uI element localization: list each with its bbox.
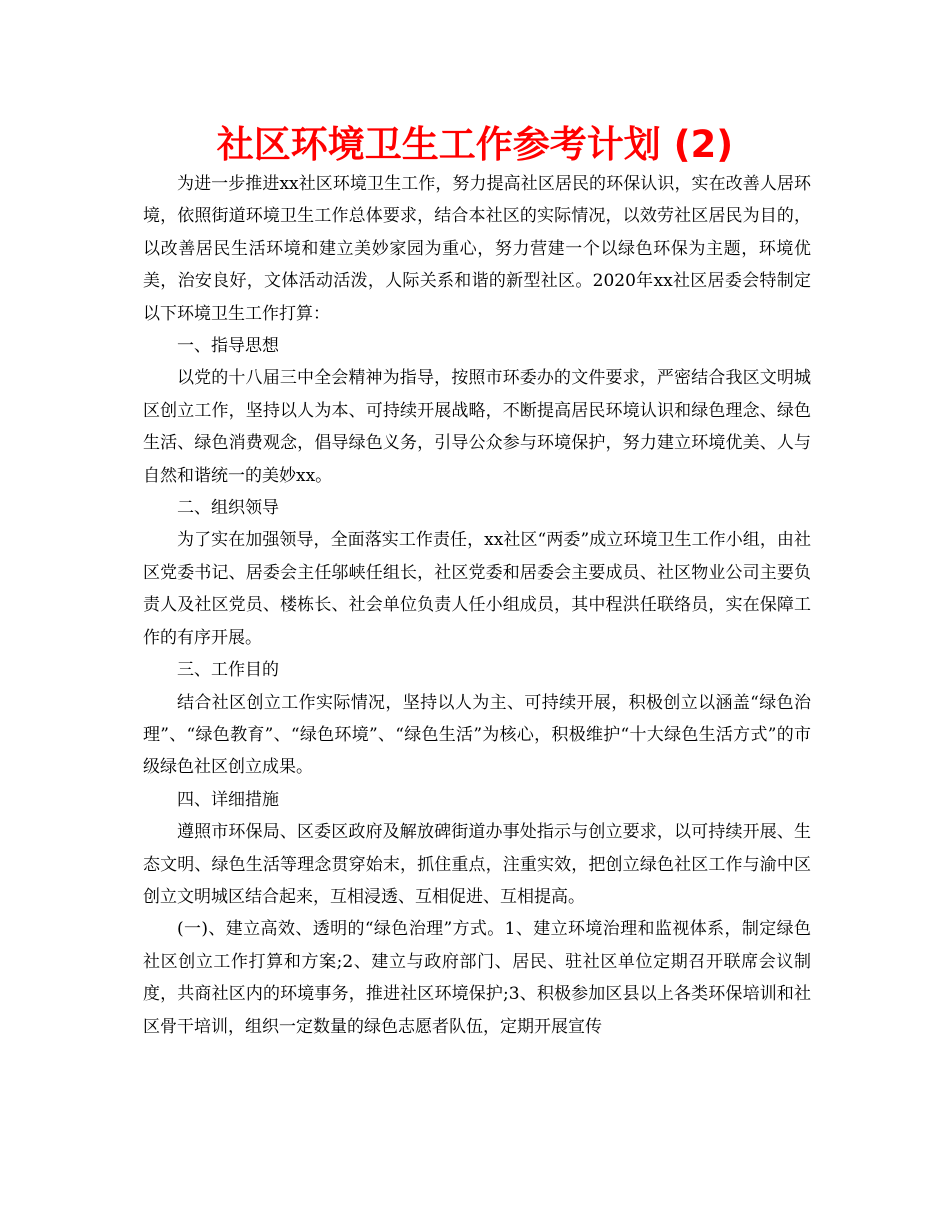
- section-heading-work-goals: 三、工作目的: [177, 660, 279, 681]
- section-heading-guiding-ideology: 一、指导思想: [177, 336, 279, 357]
- section-heading-measures: 四、详细措施: [177, 789, 279, 810]
- paragraph-organization: 为了实在加强领导，全面落实工作责任，xx社区“两委”成立环境卫生工作小组，由社区党委书记、居委会主任邬峡任组长，社区党委和居委会主要成员、社区物业公司主要负责人及社区党员、楼栋长、社会单位负责人任小组成员，其中程洪任联络员，实在保障工作的有序开展。: [143, 530, 811, 648]
- document-title: 社区环境卫生工作参考计划 (2): [216, 123, 734, 166]
- paragraph-green-governance: (一)、建立高效、透明的“绿色治理”方式。1、建立环境治理和监视体系，制定绿色社区创立工作打算和方案;2、建立与政府部门、居民、驻社区单位定期召开联席会议制度，共商社区内的环境事务，推进社区环境保护;3、积极参加区县以上各类环保培训和社区骨干培训，组织一定数量的绿色志愿者队伍，定期开展宣传: [143, 919, 811, 1037]
- section-heading-organization: 二、组织领导: [177, 498, 279, 519]
- paragraph-intro: 为进一步推进xx社区环境卫生工作，努力提高社区居民的环保认识，实在改善人居环境，依照街道环境卫生工作总体要求，结合本社区的实际情况，以效劳社区居民为目的，以改善居民生活环境和建立美妙家园为重心，努力营建一个以绿色环保为主题，环境优美，治安良好，文体活动活泼，人际关系和谐的新型社区。2020年xx社区居委会特制定以下环境卫生工作打算：: [143, 174, 811, 324]
- paragraph-guiding-ideology: 以党的十八届三中全会精神为指导，按照市环委办的文件要求，严密结合我区文明城区创立工作，坚持以人为本、可持续开展战略，不断提高居民环境认识和绿色理念、绿色生活、绿色消费观念，倡导绿色义务，引导公众参与环境保护，努力建立环境优美、人与自然和谐统一的美妙xx。: [143, 368, 811, 486]
- paragraph-measures: 遵照市环保局、区委区政府及解放碑街道办事处指示与创立要求，以可持续开展、生态文明、绿色生活等理念贯穿始末，抓住重点，注重实效，把创立绿色社区工作与渝中区创立文明城区结合起来，互相浸透、互相促进、互相提高。: [143, 822, 811, 907]
- document-body: [143, 168, 811, 1043]
- paragraph-work-goals: 结合社区创立工作实际情况，坚持以人为主、可持续开展，积极创立以涵盖“绿色治理”、“绿色教育”、“绿色环境”、“绿色生活”为核心，积极维护“十大绿色生活方式”的市级绿色社区创立成果。: [143, 692, 811, 778]
